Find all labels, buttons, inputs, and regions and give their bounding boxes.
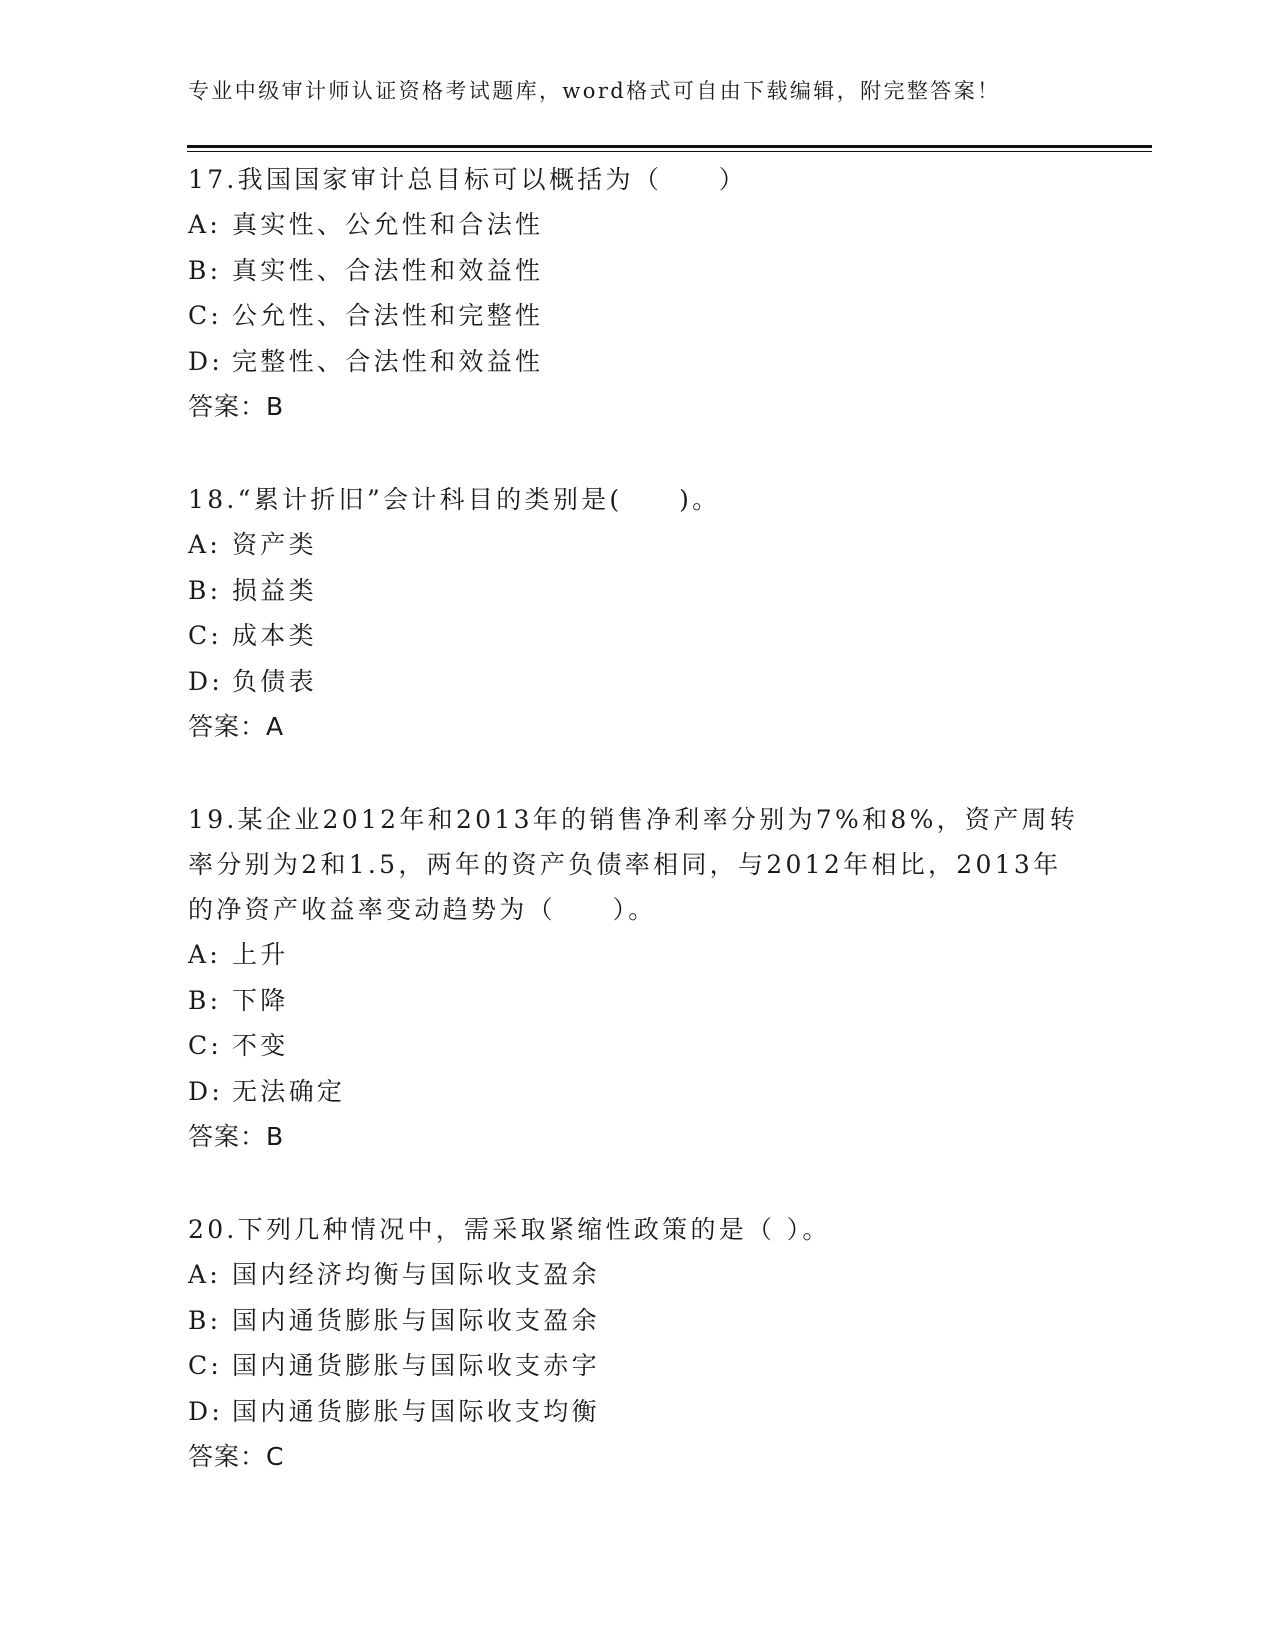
option-text: 完整性、合法性和效益性 xyxy=(232,346,544,376)
question-stem: 17.我国国家审计总目标可以概括为（ ） xyxy=(188,165,748,194)
option-letter: D: xyxy=(188,1076,224,1106)
question-stem: 20.下列几种情况中，需采取紧缩性政策的是（ ）。 xyxy=(188,1215,831,1244)
option-letter: A: xyxy=(188,940,222,969)
option-letter: D: xyxy=(188,666,224,696)
option-text: 负债表 xyxy=(232,666,317,696)
option-text: 国内通货膨胀与国际收支盈余 xyxy=(232,1305,600,1335)
option-letter: C: xyxy=(188,1031,223,1060)
answer-line: 答案：B xyxy=(188,1122,285,1151)
answer-line: 答案：B xyxy=(188,392,285,421)
option-a xyxy=(188,1252,1088,1298)
option-letter: D: xyxy=(188,1396,224,1426)
option-letter: D: xyxy=(188,346,224,376)
option-c xyxy=(188,293,1088,339)
option-d xyxy=(188,1389,1088,1435)
option-text: 国内通货膨胀与国际收支均衡 xyxy=(232,1396,600,1426)
question-17 xyxy=(188,157,1088,429)
option-b xyxy=(188,978,1088,1024)
option-a xyxy=(188,202,1088,248)
answer-line: 答案：A xyxy=(188,712,285,741)
option-text: 成本类 xyxy=(232,621,317,650)
option-d xyxy=(188,659,1088,705)
option-letter: B: xyxy=(188,575,222,605)
option-b xyxy=(188,568,1088,614)
option-b xyxy=(188,1298,1088,1344)
option-text: 资产类 xyxy=(232,530,317,559)
option-text: 国内通货膨胀与国际收支赤字 xyxy=(232,1351,600,1380)
option-letter: B: xyxy=(188,1305,222,1335)
option-c xyxy=(188,1343,1088,1389)
option-d xyxy=(188,339,1088,385)
question-list xyxy=(188,157,1088,1527)
option-text: 真实性、合法性和效益性 xyxy=(232,255,544,285)
option-text: 下降 xyxy=(232,985,289,1015)
option-text: 无法确定 xyxy=(232,1076,346,1106)
option-letter: C: xyxy=(188,301,223,330)
header-divider-thick xyxy=(187,145,1152,148)
option-letter: A: xyxy=(188,1260,222,1289)
header-divider-thin xyxy=(187,151,1152,152)
option-letter: C: xyxy=(188,1351,223,1380)
question-18 xyxy=(188,477,1088,749)
question-20 xyxy=(188,1207,1088,1479)
question-19 xyxy=(188,797,1088,1159)
option-text: 公允性、合法性和完整性 xyxy=(232,301,544,330)
option-letter: B: xyxy=(188,255,222,285)
option-text: 真实性、公允性和合法性 xyxy=(232,210,544,239)
option-letter: B: xyxy=(188,985,222,1015)
question-stem: 19.某企业2012年和2013年的销售净利率分别为7%和8%，资产周转率分别为2和1.5，两年的资产负债率相同，与2012年相比，2013年的净资产收益率变动趋势为（ ）。 xyxy=(188,805,1079,924)
option-letter: A: xyxy=(188,210,222,239)
option-text: 损益类 xyxy=(232,575,317,605)
option-b xyxy=(188,248,1088,294)
answer-line: 答案：C xyxy=(188,1442,285,1471)
option-a xyxy=(188,932,1088,978)
option-c xyxy=(188,1023,1088,1069)
option-letter: C: xyxy=(188,621,223,650)
option-d xyxy=(188,1069,1088,1115)
option-a xyxy=(188,522,1088,568)
option-text: 国内经济均衡与国际收支盈余 xyxy=(232,1260,600,1289)
option-c xyxy=(188,613,1088,659)
option-letter: A: xyxy=(188,530,222,559)
page-header-note: 专业中级审计师认证资格考试题库，word格式可自由下载编辑，附完整答案！ xyxy=(188,79,1001,103)
option-text: 不变 xyxy=(232,1031,289,1060)
option-text: 上升 xyxy=(232,940,289,969)
question-stem: 18.“累计折旧”会计科目的类别是( )。 xyxy=(188,485,721,514)
